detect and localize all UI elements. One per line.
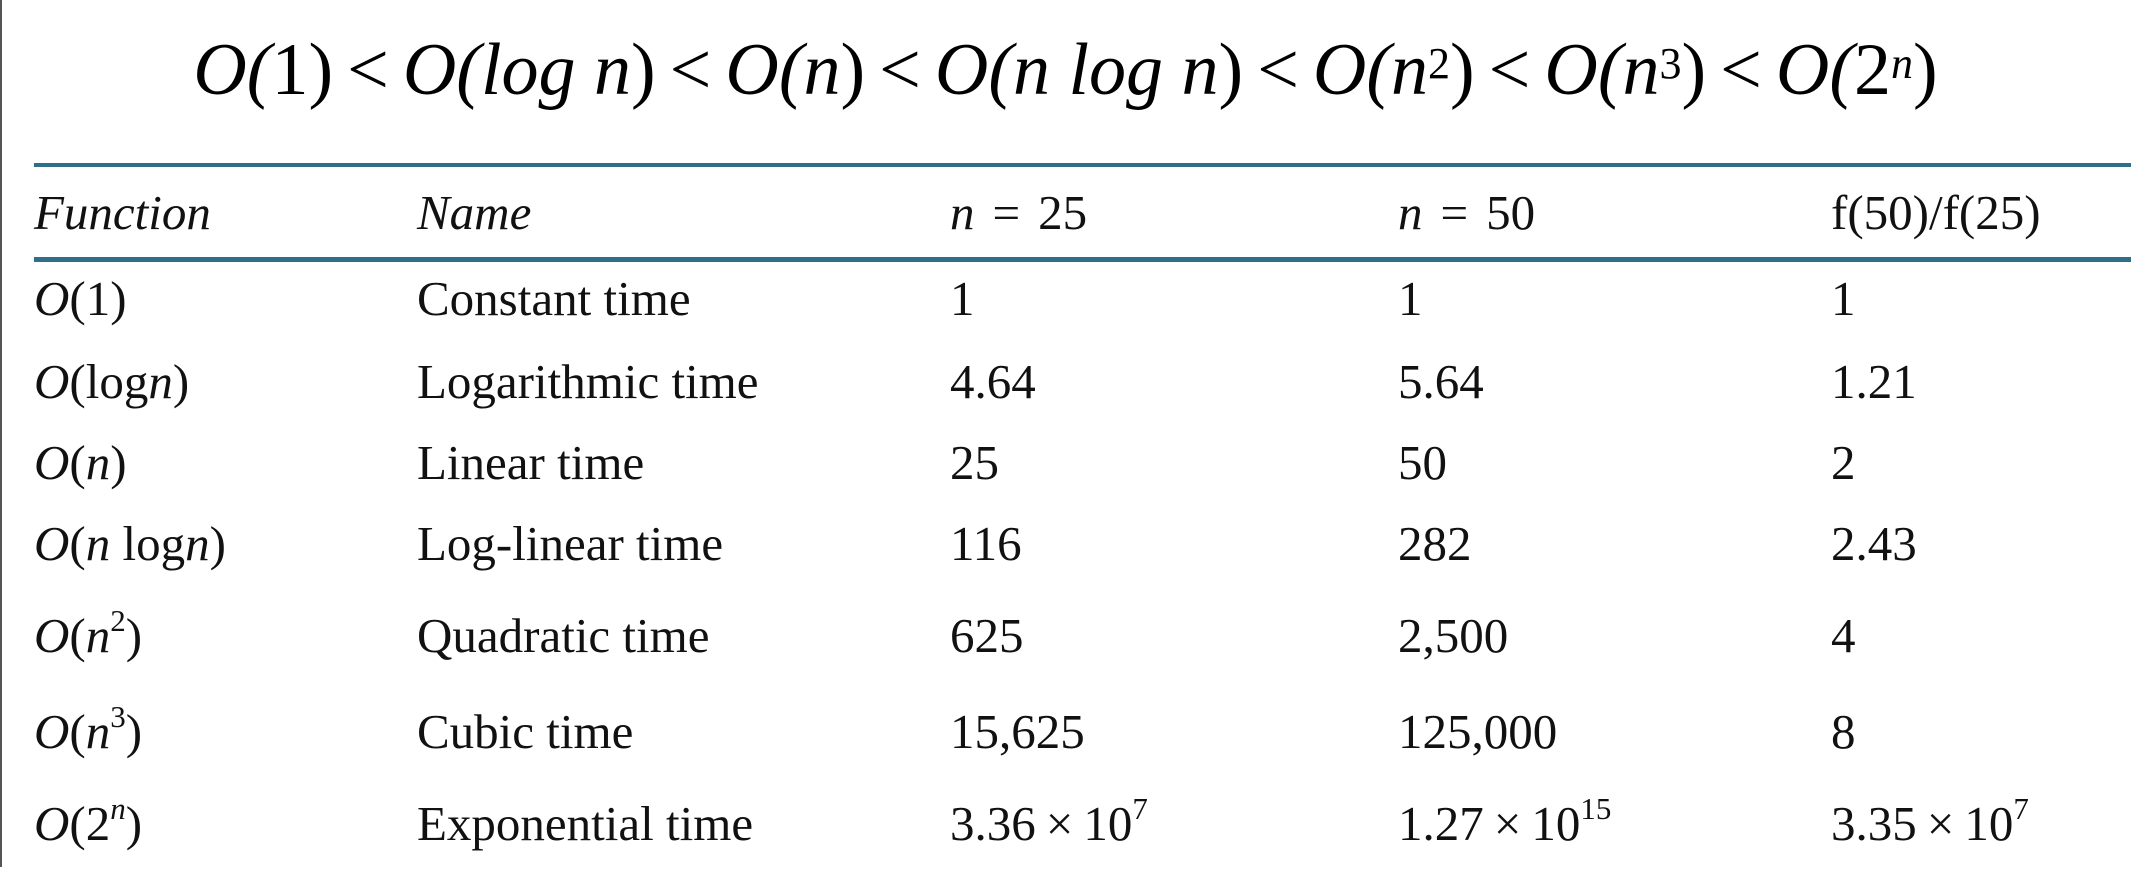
table-row [34,257,2131,340]
cell-n-50: 282 [1398,516,1472,571]
header-n-50: n = 50 [1398,184,1536,240]
formula-separator: < [879,29,921,111]
table-row [34,585,2131,686]
cell-function: O(logn) [34,353,190,409]
cell-name: Linear time [417,434,645,490]
formula-term-logarithmic: O(log n) [402,29,656,111]
header-ratio: f(50)/f(25) [1831,184,2041,240]
formula-term-log-linear: O(n log n) [934,29,1244,111]
cell-function: O(2$^n$) [34,791,143,851]
cell-n-25: 1 [950,271,975,326]
table-row [34,502,2131,585]
cell-name: Exponential time [417,796,754,851]
formula-separator: < [1720,29,1762,111]
cell-n-50: 2,500 [1398,608,1509,663]
cell-name: Cubic time [417,704,634,759]
formula-separator: < [669,29,712,111]
table-header-row [34,167,2131,257]
cell-ratio: $3.35 \times 10^7$ [1831,791,2029,851]
cell-n-25: $3.36 \times 10^7$ [950,791,1148,851]
cell-n-50: $1.27 \times 10^{15}$ [1398,791,1612,851]
complexity-order-formula [0,22,2131,118]
formula-term-quadratic: $O(n^2)$ [1312,29,1475,111]
formula-term-exponential: O(2$^n$) [1775,29,1938,111]
complexity-table [34,167,2131,870]
header-n-25: n = 25 [950,184,1088,240]
cell-ratio: 1 [1831,271,1856,326]
header-name: Name [417,184,532,240]
cell-function: $O(n^2)$ [34,603,143,663]
table-row [34,422,2131,502]
cell-ratio: 8 [1831,704,1856,759]
table-row [34,340,2131,422]
cell-n-50: 50 [1398,434,1447,490]
cell-name: Quadratic time [417,608,710,663]
cell-ratio: 2.43 [1831,516,1917,571]
cell-name: Logarithmic time [417,353,759,409]
cell-function: O(n) [34,434,127,490]
cell-ratio: 2 [1831,434,1856,490]
cell-n-50: 1 [1398,271,1423,326]
cell-n-50: 125,000 [1398,704,1558,759]
cell-ratio: 4 [1831,608,1856,663]
cell-n-25: 15,625 [950,704,1085,759]
cell-n-25: 116 [950,516,1022,571]
cell-n-50: 5.64 [1398,353,1484,409]
cell-function: $O(n^3)$ [34,699,143,759]
formula-term-constant: O(1) [193,29,334,111]
formula-term-linear: O(n) [725,29,866,111]
formula-separator: < [1257,29,1299,111]
formula-term-cubic: $O(n^3)$ [1544,29,1707,111]
cell-name: Constant time [417,271,691,326]
cell-function: O(n logn) [34,516,226,571]
cell-n-25: 625 [950,608,1024,663]
header-function: Function [34,184,211,240]
table-row [34,777,2131,870]
cell-name: Log-linear time [417,516,724,571]
page-frame-left-border-lower [0,140,2,867]
formula-separator: < [1488,29,1531,111]
cell-function: O(1) [34,271,127,326]
table-row [34,686,2131,777]
cell-n-25: 4.64 [950,353,1036,409]
cell-ratio: 1.21 [1831,353,1917,409]
cell-n-25: 25 [950,434,999,490]
formula-separator: < [347,29,389,111]
